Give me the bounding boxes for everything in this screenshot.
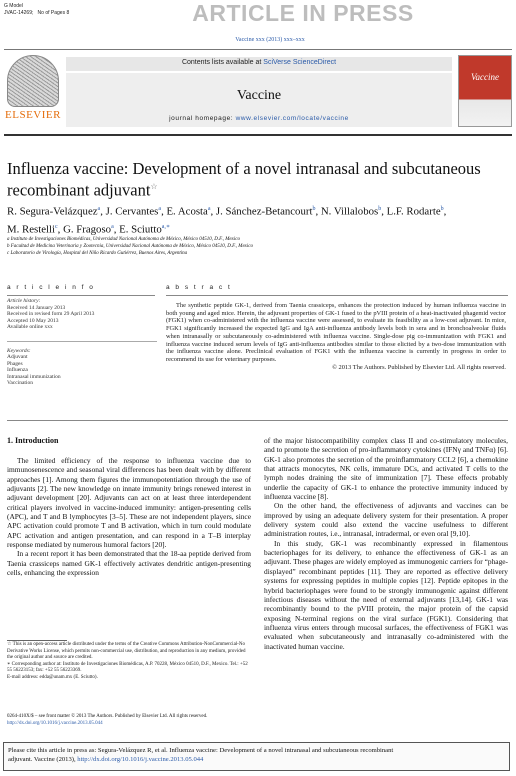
intro-paragraph: On the other hand, the effectiveness of adjuvants and vaccines can be improved by using an adequate delivery system for their presentation. A proper delivery system could also extend the vaccine usefulness to different administration routes, i.e., intranasal, intradermal, or even oral [9,10].: [264, 501, 508, 539]
abstract-rule: [166, 295, 508, 296]
intro-paragraph: of the major histocompatibility complex class II and co-stimulatory molecules, and to promote the secretion of pro-inflammatory cytokines (IFNγ and TNFα) [6]. GK-1 also promotes the secretion of the proinflammatory CCL2 [6], a chemokine that attracts monocytes, NK cells, immature DCs, and activated T cells to the lymph nodes draining the site of immunization [7]. These effects probably underlie the capacity of GK-1 to enhance the protective immunity induced by influenza vaccine [8].: [264, 436, 508, 502]
homepage-link[interactable]: www.elsevier.com/locate/vaccine: [235, 115, 349, 122]
citation-text: Please cite this article in press as: Segura-Velázquez R, et al. Influenza vaccine: Development of a novel intranasal and subcutaneous recombinant adjuvant. Vaccine (2013), http://dx.doi.org/10.1016/j.vaccine.2013.05.044: [8, 747, 394, 763]
affiliation-a: a Instituto de Investigaciones Biomédicas, Universidad Nacional Autónoma de México, México 04510, D.F., Mexico: [7, 237, 240, 242]
journal-homepage: journal homepage: www.elsevier.com/locate/vaccine: [169, 115, 349, 122]
article-info: [7, 298, 157, 387]
journal-citation-top: Vaccine xxx (2013) xxx–xxx: [235, 37, 305, 43]
citation-doi-link[interactable]: http://dx.doi.org/10.1016/j.vaccine.2013.05.044: [77, 756, 204, 763]
info-rule: [7, 295, 155, 296]
title-footnote-mark[interactable]: ☆: [150, 181, 158, 191]
section-heading: 1. Introduction: [7, 436, 59, 445]
manuscript-id: JVAC-14269; No of Pages 8: [4, 10, 70, 16]
revised-date: Received in revised form 29 April 2013: [7, 311, 95, 317]
online-date: Available online xxx: [7, 324, 53, 330]
license-footnote: ☆ This is an open-access article distributed under the terms of the Creative Commons Attribution-NonCommercial-No Derivative Works License, which permits non-commercial use, distribution, and reproduction in any medium, provided the original author and source are credited.: [7, 642, 246, 661]
masthead-rule: [4, 134, 512, 136]
history-label: Article history:: [7, 298, 41, 304]
abstract-heading: a b s t r a c t: [166, 284, 232, 291]
keywords-label: Keywords:: [7, 347, 31, 354]
cmodel-label: G Model: [4, 3, 23, 9]
intro-paragraph: In this study, GK-1 was recombinantly expressed in filamentous bacteriophages for its delivery, to enhance the effectiveness of GK-1 as an adjuvant. These phages are widely employed as immunogenic carriers for “phage-displayed” recombinant peptides [11]. They are reported as effective delivery systems for expressing peptides in multiple copies [12]. Peptide epitopes in the hybrid bacteriophages were found to be strongly immunogenic against different infectious diseases without the need of external adjuvants [13,14]. GK-1 was recombinantly bound to the pVIII protein, the major protein of the capsid exposing N-terminal regions on the viral surface (FGK1). Considering that influenza virus enters through mucosal surfaces, the effectiveness of FGK1 was evaluated when subcutaneously and intranasally co-administered with the inactivated human vaccine.: [264, 538, 508, 651]
tree-icon: [7, 55, 59, 107]
email-footnote: E-mail address: edda@unam.mx (E. Sciutto).: [7, 674, 98, 680]
affiliation-c: c Laboratorio de Virología, Hospital del Niño Ricardo Gutiérrez, Buenos Aires, Argentina: [7, 251, 188, 256]
article-info-heading: a r t i c l e i n f o: [7, 284, 95, 291]
abstract-bottom-rule: [7, 420, 508, 421]
contents-line: Contents lists available at SciVerse ScienceDirect: [181, 59, 337, 66]
header-divider: [4, 49, 512, 50]
abstract-body: [166, 302, 506, 371]
manuscript-info: [4, 3, 69, 17]
publisher-name: ELSEVIER: [5, 109, 61, 121]
cover-title: Vaccine: [471, 72, 499, 82]
abstract-text: The synthetic peptide GK-1, derived from Taenia crassiceps, enhances the protection induced by human influenza vaccine in both young and aged mice. Herein, the adjuvant properties of GK-1 fused to the pVIII protein of a heat-inactivated phagemid vector (FGK1) when co-administered with the influenza vaccine were assessed, to evaluate its feasibility as a low-cost adjuvant. In mice, FGK1 significantly increased the expected IgG and IgA anti-influenza antibody levels both in sera and in bronchoalveolar fluids when intranasally or subcutaneously co-administered with influenza vaccine. Single-dose pig co-immunization with FGK1 and influenza vaccine induced serum levels of IgG anti-influenza antibodies similar to those elicited by a two-dose immunization with the influenza vaccine alone. Preclinical evaluation of FGK1 with the influenza vaccine is currently in progress in order to recommend its use for veterinary purposes.: [166, 302, 506, 363]
abstract-copyright: © 2013 The Authors. Published by Elsevier Ltd. All rights reserved.: [332, 363, 506, 371]
article-doi-link[interactable]: http://dx.doi.org/10.1016/j.vaccine.2013.05.044: [7, 720, 103, 726]
intro-paragraph: The limited efficiency of the response to influenza vaccine due to immunosenescence and seasonal viral differences has been dealt with by different approaches [1]. Among them figures the immunopotentiation through the use of adjuvants [2]. The new knowledge on innate immunity brings renewed interest in adjuvant development [20]. Adjuvants can act on at least three interdependent critical players involved in vaccine-induced immunity: antigen-presenting cells (APC), and T and B lymphocytes [3–5]. These are not independent players, since APC activation could promote T and B activation, which in turn could modulate APC activation and antigen presentation, and can respond in a T–B interplay response mediated by numerous humoral factors [20].: [7, 456, 251, 550]
intro-paragraph: In a recent report it has been demonstrated that the 18-aa peptide derived from Taenia crassiceps named GK-1 effectively activates dendritic antigen-presenting cells, enhancing the expression: [7, 549, 251, 578]
info-divider: [7, 341, 157, 342]
journal-name: Vaccine: [236, 88, 282, 103]
accepted-date: Accepted 10 May 2013: [7, 317, 59, 324]
article-title: Influenza vaccine: Development of a novel intranasal and subcutaneous recombinant adjuvant☆: [7, 159, 481, 199]
keyword: Phages: [7, 360, 23, 367]
keyword: Influenza: [7, 367, 28, 373]
affiliations: [7, 236, 507, 257]
footnote-rule: [7, 640, 67, 641]
affiliation-b: b Facultad de Medicina Veterinaria y Zootecnia, Universidad Nacional Autónoma de México, México 04510, D.F., Mexico: [7, 244, 254, 249]
issn-text: 0264-410X/$ – see front matter © 2013 The Authors. Published by Elsevier Ltd. All rights reserved.: [7, 714, 208, 719]
corresponding-author-footnote: ∗ Corresponding author at: Instituto de Investigaciones Biomédicas, A.P. 70228, México 04510, D.F., Mexico. Tel.: +52 55 56223153; fax: +52 55 56223369.: [7, 661, 248, 674]
keyword: Adjuvant: [7, 354, 28, 360]
right-column: [264, 436, 508, 651]
publisher-logo: [5, 55, 61, 123]
keyword: Intranasal immunization: [7, 373, 61, 380]
issn-line: [7, 714, 307, 727]
received-date: Received 14 January 2013: [7, 304, 66, 311]
author-list: R. Segura-Velázquez$^a$, J. Cervantes$^a$, E. Acosta$^a$, J. Sánchez-Betancourt$^b$, N. Villalobos$^b$, L.F. Rodarte$^b$, M. Restelli$^c$, G. Fragoso$^a$, E. Sciutto$^{a,∗}$: [7, 205, 447, 236]
journal-cover-image: [458, 55, 512, 127]
left-column: [7, 456, 251, 577]
article-in-press-watermark: ARTICLE IN PRESS: [192, 0, 414, 26]
footnotes: [7, 642, 251, 682]
sciencedirect-link[interactable]: SciVerse ScienceDirect: [263, 59, 337, 66]
keyword: Vaccination: [7, 380, 33, 386]
